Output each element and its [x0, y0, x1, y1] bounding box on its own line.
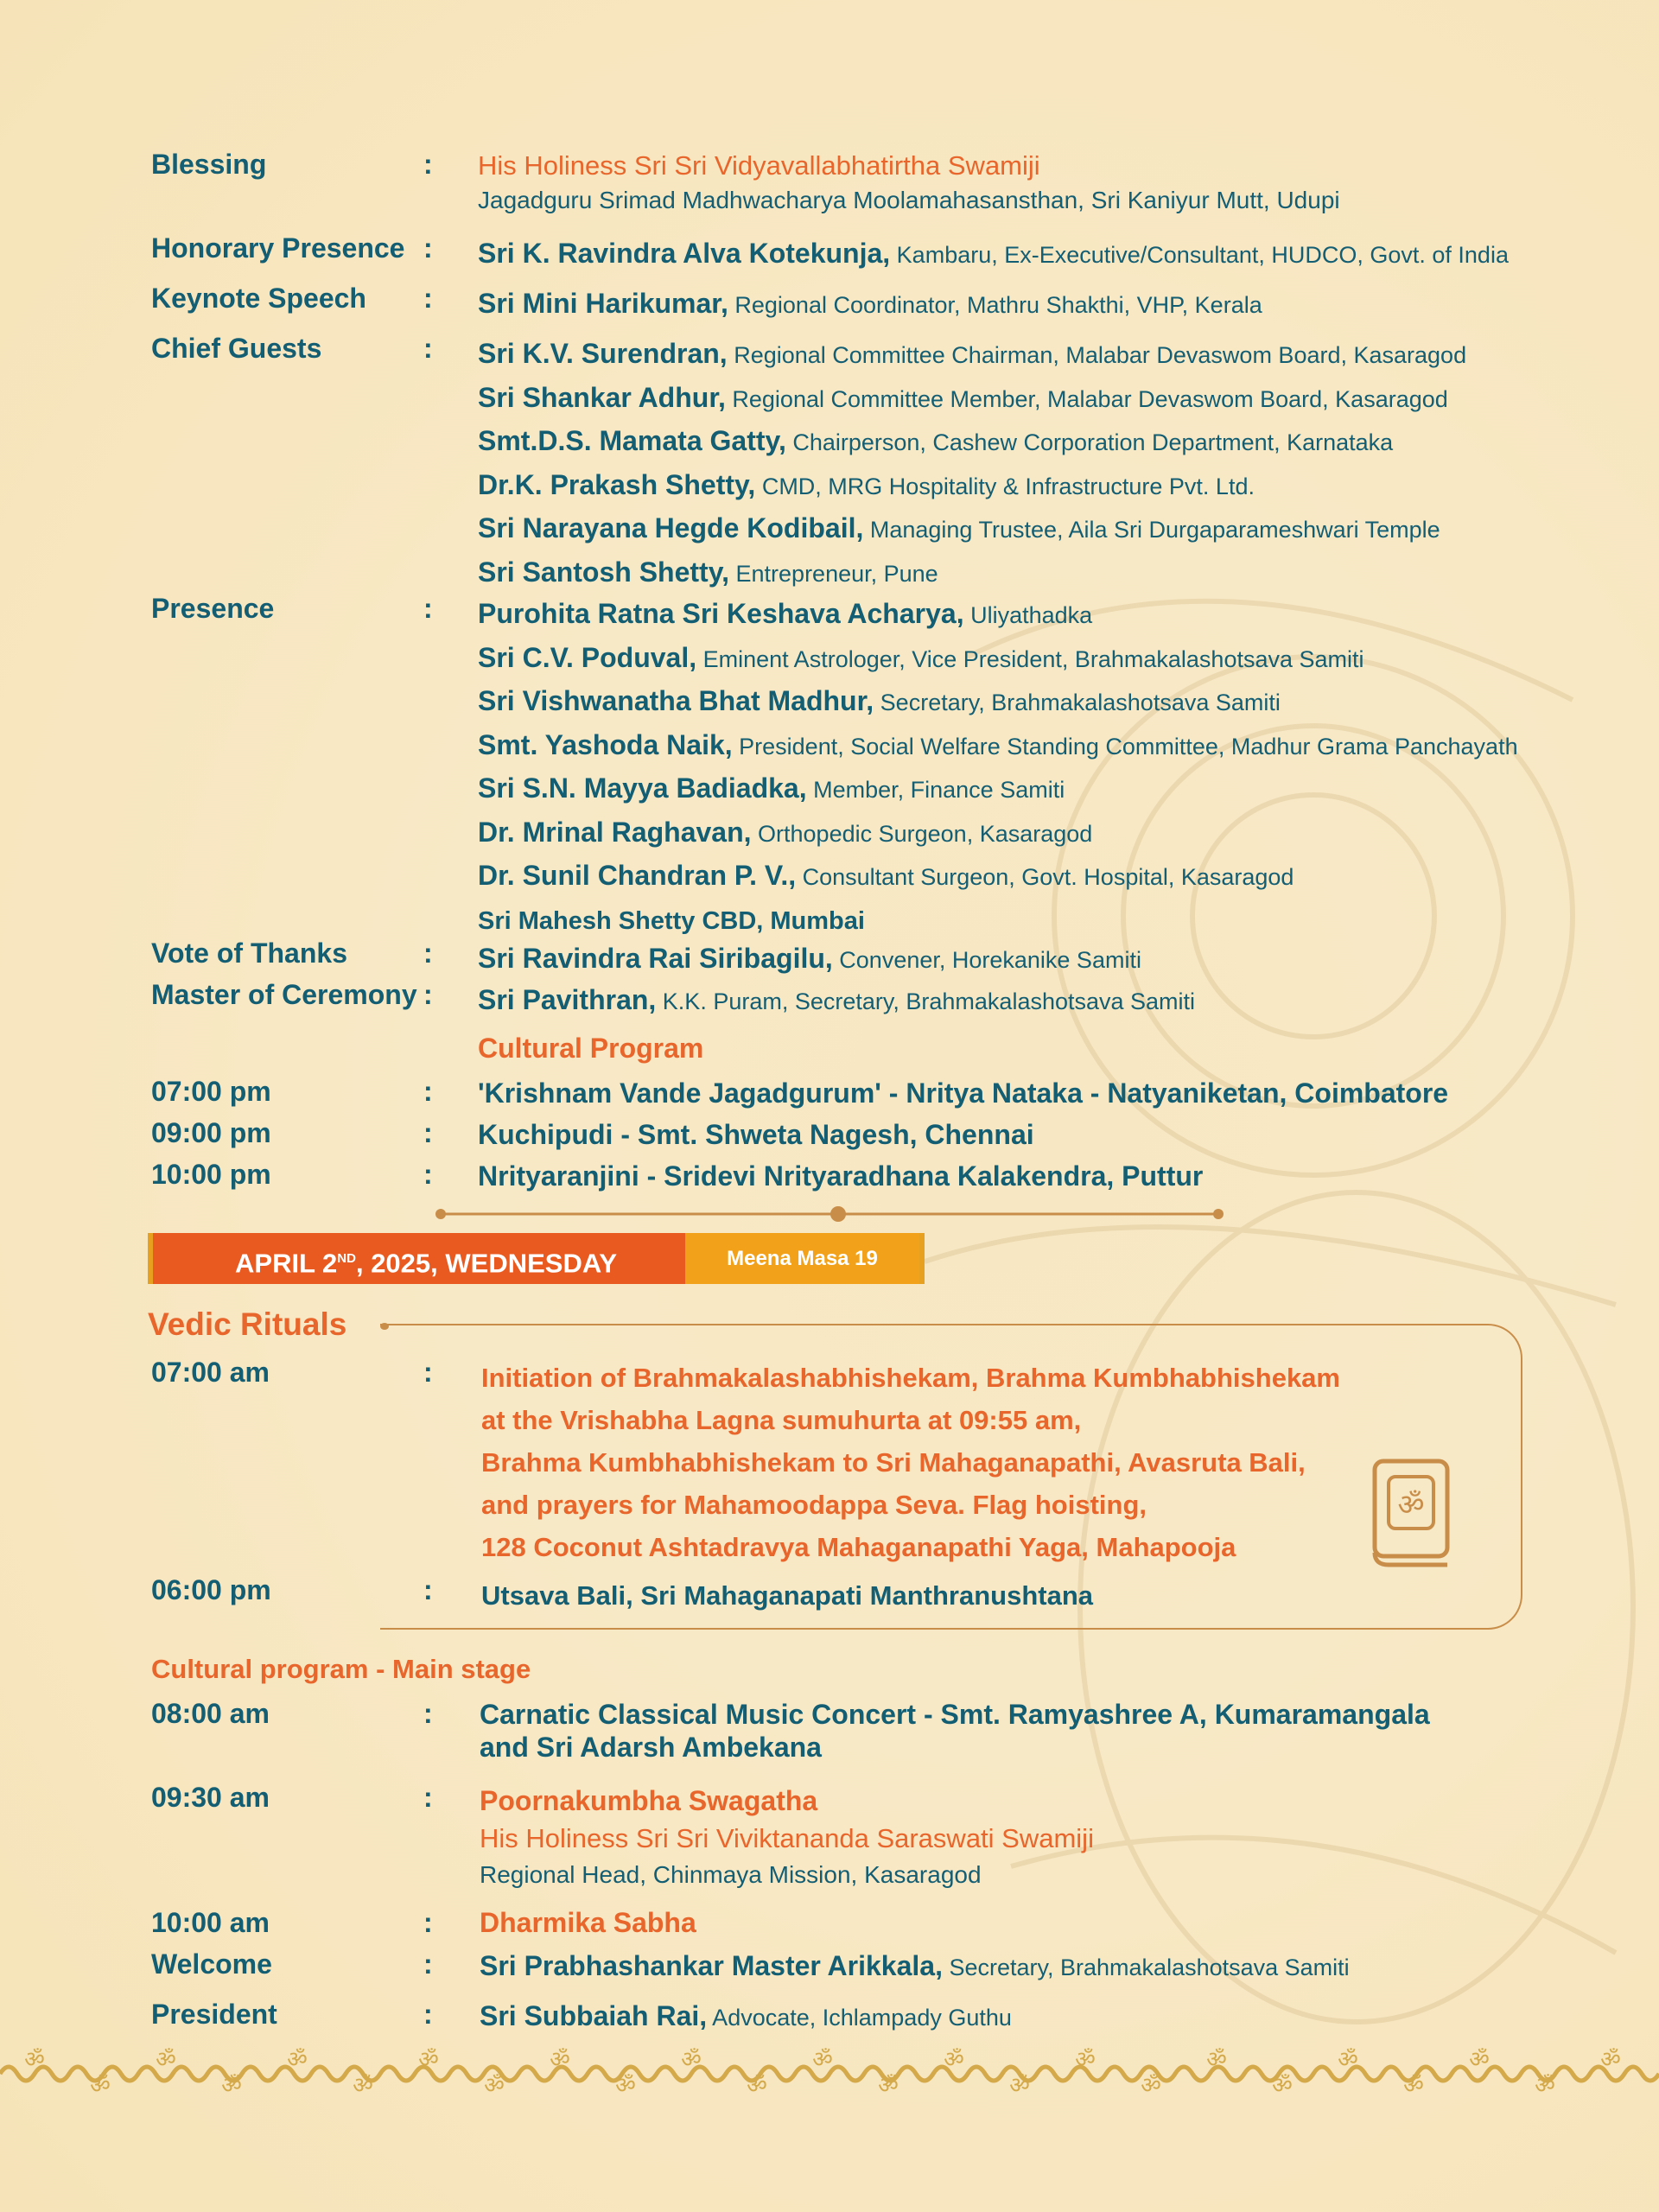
person-line: [478, 377, 1466, 421]
person-desc: Chairperson, Cashew Corporation Department, Karnataka: [785, 429, 1394, 455]
person-desc: Entrepreneur, Pune: [729, 560, 938, 587]
time-label: 09:00 pm: [151, 1117, 271, 1148]
svg-text:ॐ: ॐ: [484, 2073, 505, 2099]
person-line: [478, 464, 1466, 508]
svg-text:ॐ: ॐ: [1403, 2073, 1424, 2099]
ritual-line: at the Vrishabha Lagna sumuhurta at 09:55 am,: [481, 1405, 1082, 1435]
person-line: [478, 551, 1466, 595]
person-line: [478, 333, 1466, 377]
person-desc: Advocate, Ichlampady Guthu: [707, 2005, 1012, 2031]
person-desc: President, Social Welfare Standing Committee, Madhur Grama Panchayath: [732, 733, 1518, 760]
person-line: [478, 593, 1518, 637]
person-name: Smt. Yashoda Naik,: [478, 728, 733, 760]
role-label: Blessing: [151, 149, 267, 180]
colon: :: [423, 1698, 433, 1729]
person-name: Sri C.V. Poduval,: [478, 641, 697, 673]
svg-text:ॐ: ॐ: [1469, 2048, 1490, 2073]
role-label: Keynote Speech: [151, 283, 366, 314]
ritual-line: and prayers for Mahamoodappa Seva. Flag hoisting,: [481, 1490, 1147, 1520]
svg-text:ॐ: ॐ: [221, 2073, 242, 2099]
person-name: Dr.K. Prakash Shetty,: [478, 468, 756, 500]
svg-text:ॐ: ॐ: [156, 2048, 176, 2073]
colon: :: [423, 1117, 433, 1148]
person-name: Sri Santosh Shetty,: [478, 556, 730, 588]
svg-text:ॐ: ॐ: [747, 2073, 767, 2099]
main-stage-heading: Cultural program - Main stage: [151, 1654, 531, 1684]
person-desc: Managing Trustee, Aila Sri Durgaparameshwari Temple: [863, 517, 1440, 543]
svg-text:ॐ: ॐ: [353, 2073, 373, 2099]
person-desc: Member, Finance Samiti: [806, 777, 1065, 803]
person-line: [478, 979, 1195, 1023]
role-label: Chief Guests: [151, 333, 322, 364]
colon: :: [423, 1999, 433, 2030]
svg-text:ॐ: ॐ: [287, 2048, 308, 2073]
cultural-item: Nrityaranjini - Sridevi Nrityaradhana Kalakendra, Puttur: [478, 1160, 1204, 1192]
svg-text:ॐ: ॐ: [24, 2048, 45, 2073]
person-line: [478, 724, 1518, 768]
blessing-sub: Jagadguru Srimad Madhwacharya Moolamahasansthan, Sri Kaniyur Mutt, Udupi: [478, 187, 1340, 213]
person-desc: CMD, MRG Hospitality & Infrastructure Pvt. Ltd.: [755, 473, 1255, 499]
date-label: APRIL 2ND, 2025, WEDNESDAY: [148, 1233, 685, 1284]
ritual-line: Brahma Kumbhabhishekam to Sri Mahaganapathi, Avasruta Bali,: [481, 1447, 1306, 1478]
ritual-line: Initiation of Brahmakalashabhishekam, Brahma Kumbhabhishekam: [481, 1363, 1340, 1393]
om-wave-border-icon: [0, 2048, 1659, 2100]
time-label: 09:30 am: [151, 1782, 270, 1813]
role-label: Vote of Thanks: [151, 938, 347, 969]
colon: :: [423, 1782, 433, 1813]
svg-text:ॐ: ॐ: [1535, 2073, 1555, 2099]
role-label: Welcome: [151, 1948, 272, 1980]
person-desc: Uliyathadka: [963, 602, 1093, 628]
person-name: Sri Narayana Hegde Kodibail,: [478, 512, 864, 543]
person-line: [478, 899, 1518, 943]
svg-text:ॐ: ॐ: [1600, 2048, 1621, 2073]
date-banner: [148, 1233, 925, 1284]
svg-text:ॐ: ॐ: [1009, 2073, 1030, 2099]
ritual-line: Utsava Bali, Sri Mahaganapati Manthranushtana: [481, 1580, 1094, 1611]
cultural-item: Kuchipudi - Smt. Shweta Nagesh, Chennai: [478, 1119, 1034, 1150]
swagatha-name: His Holiness Sri Sri Viviktananda Saraswati Swamiji: [480, 1823, 1094, 1853]
colon: :: [423, 593, 433, 624]
role-label: President: [151, 1999, 277, 2030]
colon: :: [423, 1357, 433, 1388]
person-line: [478, 637, 1518, 681]
person-name: Dr. Mrinal Raghavan,: [478, 816, 752, 848]
colon: :: [423, 1907, 433, 1938]
colon: :: [423, 1574, 433, 1605]
svg-text:ॐ: ॐ: [1206, 2048, 1227, 2073]
person-line: [478, 507, 1466, 551]
masa-label: Meena Masa 19: [685, 1233, 925, 1284]
person-line: [478, 938, 1141, 982]
svg-text:ॐ: ॐ: [615, 2073, 636, 2099]
swagatha-sub: Regional Head, Chinmaya Mission, Kasaragod: [480, 1861, 982, 1888]
person-name: Sri K.V. Surendran,: [478, 338, 728, 369]
person-name: Dr. Sunil Chandran P. V.,: [478, 860, 797, 891]
om-scroll-icon: [1368, 1458, 1454, 1570]
svg-text:ॐ: ॐ: [550, 2048, 570, 2073]
colon: :: [423, 149, 433, 180]
person-desc: Convener, Horekanike Samiti: [832, 947, 1141, 973]
svg-text:ॐ: ॐ: [1075, 2048, 1096, 2073]
svg-text:ॐ: ॐ: [418, 2048, 439, 2073]
person-name: Sri S.N. Mayya Badiadka,: [478, 772, 807, 804]
person-line: [478, 283, 1262, 327]
person-name: Sri Pavithran,: [478, 984, 657, 1015]
person-line: [478, 767, 1518, 811]
person-name: Sri Shankar Adhur,: [478, 381, 726, 413]
colon: :: [423, 938, 433, 969]
person-name: Sri Vishwanatha Bhat Madhur,: [478, 685, 874, 716]
concert-line: Carnatic Classical Music Concert - Smt. Ramyashree A, Kumaramangala: [480, 1699, 1430, 1730]
person-name: Smt.D.S. Mamata Gatty,: [478, 425, 786, 456]
person-name: Sri K. Ravindra Alva Kotekunja,: [478, 238, 891, 269]
role-label: Honorary Presence: [151, 232, 405, 264]
person-name: Sri Ravindra Rai Siribagilu,: [478, 943, 833, 974]
person-desc: Eminent Astrologer, Vice President, Brahmakalashotsava Samiti: [696, 645, 1364, 672]
colon: :: [423, 333, 433, 364]
cultural-item: 'Krishnam Vande Jagadgurum' - Nritya Nataka - Natyaniketan, Coimbatore: [478, 1077, 1449, 1109]
person-name: Sri Mini Harikumar,: [478, 288, 728, 319]
svg-text:ॐ: ॐ: [1141, 2073, 1161, 2099]
sabha-title: Dharmika Sabha: [480, 1907, 696, 1938]
person-name: Sri Subbaiah Rai,: [480, 2000, 708, 2031]
time-label: 07:00 pm: [151, 1076, 271, 1107]
person-desc: Orthopedic Surgeon, Kasaragod: [751, 820, 1093, 847]
svg-text:ॐ: ॐ: [944, 2048, 964, 2073]
colon: :: [423, 1076, 433, 1107]
svg-text:ॐ: ॐ: [1338, 2048, 1358, 2073]
person-name: Purohita Ratna Sri Keshava Acharya,: [478, 598, 964, 629]
svg-text:ॐ: ॐ: [1272, 2073, 1293, 2099]
person-line: [478, 855, 1518, 899]
person-desc: Regional Coordinator, Mathru Shakthi, VHP, Kerala: [728, 292, 1262, 318]
cultural-program-heading: Cultural Program: [478, 1033, 704, 1064]
colon: :: [423, 283, 433, 314]
svg-text:ॐ: ॐ: [681, 2048, 702, 2073]
time-label: 10:00 am: [151, 1907, 270, 1938]
time-label: 07:00 am: [151, 1357, 270, 1388]
person-desc: Secretary, Brahmakalashotsava Samiti: [942, 1955, 1350, 1980]
person-line: [478, 420, 1466, 464]
vedic-rituals-heading: Vedic Rituals: [148, 1306, 347, 1342]
person-line: [478, 811, 1518, 855]
colon: :: [423, 1948, 433, 1980]
ornamental-divider: [432, 1205, 1227, 1223]
person-desc: Regional Committee Chairman, Malabar Devaswom Board, Kasaragod: [727, 342, 1467, 368]
concert-line: and Sri Adarsh Ambekana: [480, 1732, 822, 1763]
person-desc: Sri Mahesh Shetty CBD, Mumbai: [478, 906, 865, 935]
svg-text:ॐ: ॐ: [812, 2048, 833, 2073]
role-label: Presence: [151, 593, 275, 624]
blessing-name: His Holiness Sri Sri Vidyavallabhatirtha Swamiji: [478, 150, 1040, 181]
person-line: [478, 232, 1509, 276]
svg-text:ॐ: ॐ: [878, 2073, 899, 2099]
colon: :: [423, 979, 433, 1010]
time-label: 08:00 am: [151, 1698, 270, 1729]
time-label: 06:00 pm: [151, 1574, 271, 1605]
person-line: [478, 680, 1518, 724]
person-desc: Secretary, Brahmakalashotsava Samiti: [874, 690, 1281, 715]
person-desc: Consultant Surgeon, Govt. Hospital, Kasaragod: [796, 864, 1294, 890]
colon: :: [423, 232, 433, 264]
person-desc: Kambaru, Ex-Executive/Consultant, HUDCO, Govt. of India: [890, 242, 1509, 268]
person-desc: K.K. Puram, Secretary, Brahmakalashotsava Samiti: [656, 988, 1196, 1014]
svg-text:ॐ: ॐ: [90, 2073, 111, 2099]
person-desc: Regional Committee Member, Malabar Devaswom Board, Kasaragod: [725, 385, 1448, 412]
ritual-line: 128 Coconut Ashtadravya Mahaganapathi Yaga, Mahapooja: [481, 1532, 1236, 1562]
swagatha-title: Poornakumbha Swagatha: [480, 1785, 818, 1816]
colon: :: [423, 1159, 433, 1190]
svg-text:ॐ: ॐ: [1397, 1488, 1425, 1522]
person-name: Sri Prabhashankar Master Arikkala,: [480, 1950, 943, 1981]
time-label: 10:00 pm: [151, 1159, 271, 1190]
role-label: Master of Ceremony: [151, 979, 417, 1010]
